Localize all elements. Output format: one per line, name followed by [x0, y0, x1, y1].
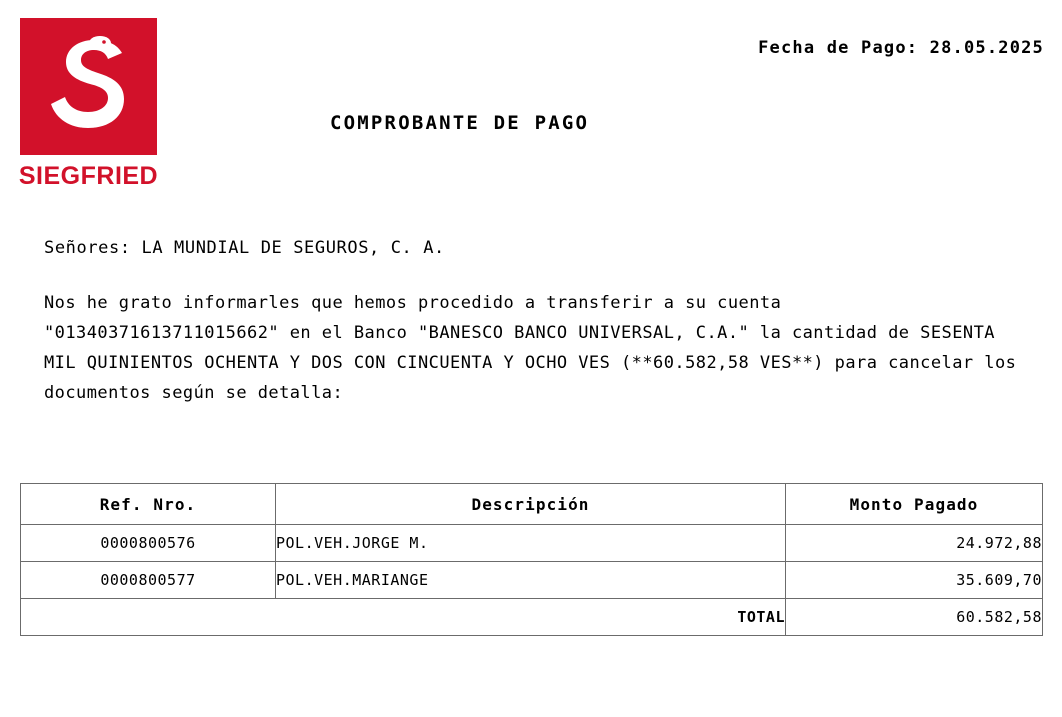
- logo-wordmark: [20, 155, 157, 198]
- total-label: TOTAL: [21, 599, 786, 636]
- page-title: COMPROBANTE DE PAGO: [330, 112, 590, 134]
- cell-ref: 0000800577: [21, 562, 276, 599]
- cell-description: POL.VEH.JORGE M.: [276, 525, 786, 562]
- table-row: [21, 562, 1043, 599]
- table-header-row: [21, 484, 1043, 525]
- body-paragraph: Nos he grato informarles que hemos procedido a transferir a su cuenta "01340371613711015662" en el Banco "BANESCO BANCO UNIVERSAL, C.A." la cantidad de SESENTA MIL QUINIENTOS OCHENTA Y DOS CON CINCUENTA Y OCHO VES (**60.582,58 VES**) para cancelar los documentos según se detalla:: [44, 292, 1017, 404]
- cell-ref: 0000800576: [21, 525, 276, 562]
- logo-mark: [20, 18, 157, 155]
- snake-serpent-icon: [20, 18, 157, 155]
- table-row: [21, 525, 1043, 562]
- cell-amount: 35.609,70: [786, 562, 1043, 599]
- total-amount: 60.582,58: [786, 599, 1043, 636]
- logo-brand-name: SIEGFRIED: [18, 162, 159, 190]
- document-body: [44, 236, 1024, 409]
- column-header-ref: Ref. Nro.: [21, 484, 276, 525]
- payment-date: Fecha de Pago: 28.05.2025: [758, 38, 1044, 58]
- table-total-row: [21, 599, 1043, 636]
- company-logo: [20, 18, 157, 198]
- detail-table-wrapper: [20, 483, 1042, 636]
- addressee-line: Señores: LA MUNDIAL DE SEGUROS, C. A.: [44, 238, 445, 258]
- cell-amount: 24.972,88: [786, 525, 1043, 562]
- cell-description: POL.VEH.MARIANGE: [276, 562, 786, 599]
- column-header-description: Descripción: [276, 484, 786, 525]
- detail-table: [20, 483, 1043, 636]
- column-header-amount: Monto Pagado: [786, 484, 1043, 525]
